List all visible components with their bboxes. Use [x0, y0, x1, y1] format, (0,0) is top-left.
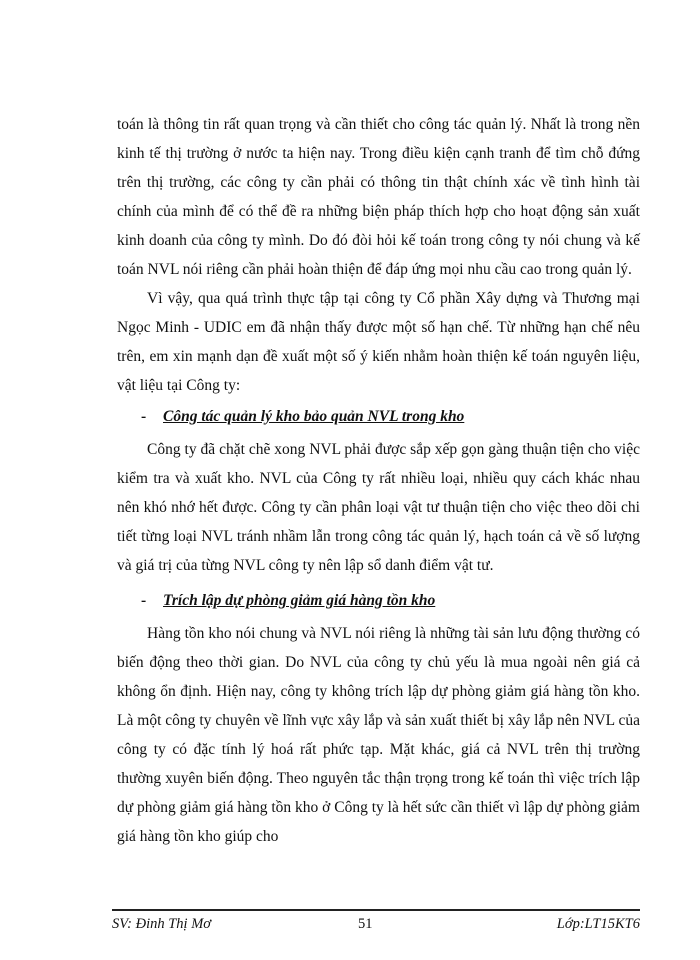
section-heading-provision-title: Trích lập dự phòng giảm giá hàng tồn kho	[163, 592, 436, 609]
page-body	[117, 110, 640, 851]
section-heading-warehouse-title: Công tác quản lý kho bảo quản NVL trong kho	[163, 408, 465, 425]
section-heading-warehouse	[117, 402, 640, 431]
section-heading-provision	[117, 586, 640, 615]
page-number: 51	[358, 916, 373, 932]
paragraph-internship: Vì vậy, qua quá trình thực tập tại công ty Cổ phần Xây dựng và Thương mại Ngọc Minh - UDIC em đã nhận thấy được một số hạn chế. Từ những hạn chế nêu trên, em xin mạnh dạn đề xuất một số ý kiến nhằm hoàn thiện kế toán nguyên liệu, vật liệu tại Công ty:	[117, 290, 640, 394]
footer-class: Lớp:LT15KT6	[556, 916, 640, 932]
paragraph-warehouse: Công ty đã chặt chẽ xong NVL phải được sắp xếp gọn gàng thuận tiện cho việc kiểm tra và xuất kho. NVL của Công ty rất nhiều loại, nhiều quy cách khác nhau nên khó nhớ hết được. Công ty cần phân loại vật tư thuận tiện cho việc theo dõi chi tiết từng loại NVL tránh nhầm lẫn trong công tác quản lý, hạch toán cả về số lượng và giá trị của từng NVL công ty nên lập sổ danh điểm vật tư.	[117, 441, 640, 574]
paragraph-provision: Hàng tồn kho nói chung và NVL nói riêng là những tài sản lưu động thường có biến động theo thời gian. Do NVL của công ty chủ yếu là mua ngoài nên giá cả không ổn định. Hiện nay, công ty không trích lập dự phòng giảm giá hàng tồn kho. Là một công ty chuyên về lĩnh vực xây lắp và sản xuất thiết bị xây lắp nên NVL của công ty có đặc tính lý hoá rất phức tạp. Mặt khác, giá cả NVL trên thị trường thường xuyên biến động. Theo nguyên tắc thận trọng trong kế toán thì việc trích lập dự phòng giảm giá hàng tồn kho ở Công ty là hết sức cần thiết vì lập dự phòng giảm giá hàng tồn kho giúp cho	[117, 625, 640, 845]
bullet-dash: -	[141, 408, 147, 425]
footer-divider	[112, 909, 640, 911]
bullet-dash: -	[141, 592, 147, 609]
paragraph-intro: toán là thông tin rất quan trọng và cần thiết cho công tác quản lý. Nhất là trong nền kinh tế thị trường ở nước ta hiện nay. Trong điều kiện cạnh tranh để tìm chỗ đứng trên thị trường, các công ty cần phải có thông tin thật chính xác về tình hình tài chính của mình để có thể đề ra những biện pháp thích hợp cho hoạt động sản xuất kinh doanh của công ty mình. Do đó đòi hỏi kế toán trong công ty nói chung và kế toán NVL nói riêng cần phải hoàn thiện để đáp ứng mọi nhu cầu cao trong quản lý.	[117, 116, 640, 278]
footer-author: SV: Đinh Thị Mơ	[112, 916, 212, 932]
